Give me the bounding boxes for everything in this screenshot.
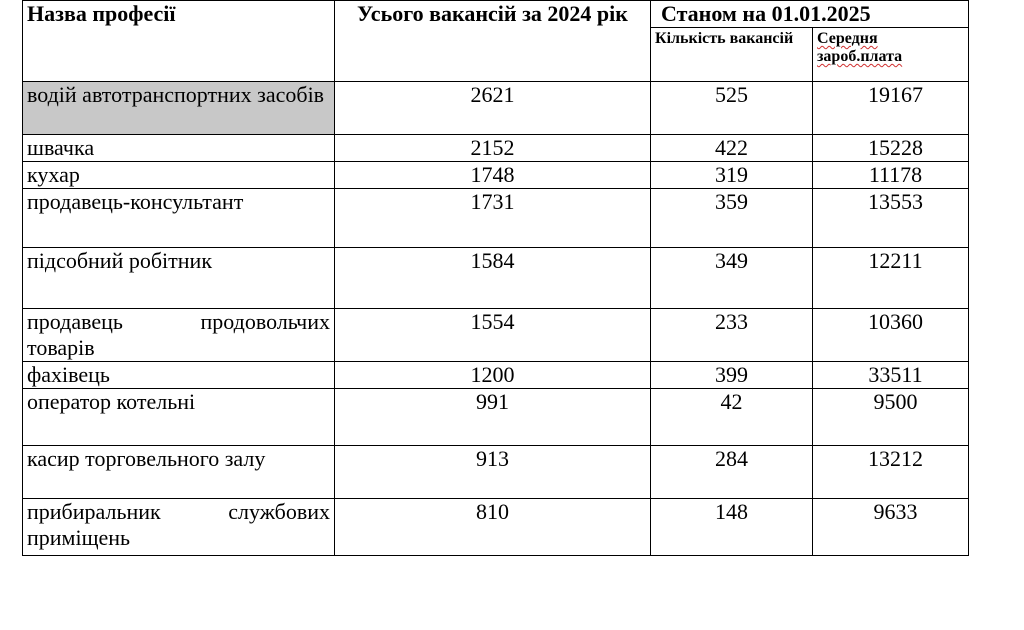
cell-salary: 9500 xyxy=(813,389,969,446)
cell-total: 2621 xyxy=(335,82,651,135)
cell-profession: фахівець xyxy=(23,362,335,389)
cell-vacancies: 42 xyxy=(651,389,813,446)
cell-profession: водій автотранспортних засобів xyxy=(23,82,335,135)
cell-vacancies: 525 xyxy=(651,82,813,135)
header-average-salary-text: Середня зароб.плата xyxy=(817,30,903,65)
cell-vacancies: 349 xyxy=(651,248,813,309)
table-row xyxy=(23,309,969,362)
cell-salary: 10360 xyxy=(813,309,969,362)
cell-total: 991 xyxy=(335,389,651,446)
cell-salary: 33511 xyxy=(813,362,969,389)
header-profession: Назва професії xyxy=(23,1,335,82)
cell-vacancies: 399 xyxy=(651,362,813,389)
cell-vacancies: 422 xyxy=(651,135,813,162)
cell-vacancies: 284 xyxy=(651,446,813,499)
table-row xyxy=(23,362,969,389)
cell-total: 810 xyxy=(335,499,651,556)
cell-vacancies: 148 xyxy=(651,499,813,556)
cell-total: 1200 xyxy=(335,362,651,389)
vacancies-table xyxy=(22,0,969,556)
header-vacancy-count: Кількість вакансій xyxy=(651,28,813,82)
cell-total: 913 xyxy=(335,446,651,499)
cell-salary: 13553 xyxy=(813,189,969,248)
table-row xyxy=(23,189,969,248)
cell-total: 1584 xyxy=(335,248,651,309)
table-row xyxy=(23,82,969,135)
cell-salary: 13212 xyxy=(813,446,969,499)
cell-salary: 12211 xyxy=(813,248,969,309)
cell-profession: підсобний робітник xyxy=(23,248,335,309)
header-total-vacancies: Усього вакансій за 2024 рік xyxy=(335,1,651,82)
cell-salary: 19167 xyxy=(813,82,969,135)
cell-profession: продавець-консультант xyxy=(23,189,335,248)
cell-profession: прибиральник службових приміщень xyxy=(23,499,335,556)
table-row xyxy=(23,248,969,309)
cell-vacancies: 233 xyxy=(651,309,813,362)
cell-total: 1748 xyxy=(335,162,651,189)
table-row xyxy=(23,446,969,499)
cell-salary: 15228 xyxy=(813,135,969,162)
table-row xyxy=(23,499,969,556)
cell-salary: 11178 xyxy=(813,162,969,189)
cell-total: 1731 xyxy=(335,189,651,248)
cell-total: 1554 xyxy=(335,309,651,362)
table-row xyxy=(23,162,969,189)
cell-profession: касир торговельного залу xyxy=(23,446,335,499)
cell-profession: кухар xyxy=(23,162,335,189)
cell-profession: продавець продовольчих товарів xyxy=(23,309,335,362)
table-row xyxy=(23,389,969,446)
header-average-salary xyxy=(813,28,969,82)
cell-profession: оператор котельні xyxy=(23,389,335,446)
header-as-of-date: Станом на 01.01.2025 xyxy=(651,1,969,28)
table-row xyxy=(23,135,969,162)
cell-total: 2152 xyxy=(335,135,651,162)
cell-vacancies: 319 xyxy=(651,162,813,189)
cell-profession: швачка xyxy=(23,135,335,162)
cell-salary: 9633 xyxy=(813,499,969,556)
cell-vacancies: 359 xyxy=(651,189,813,248)
